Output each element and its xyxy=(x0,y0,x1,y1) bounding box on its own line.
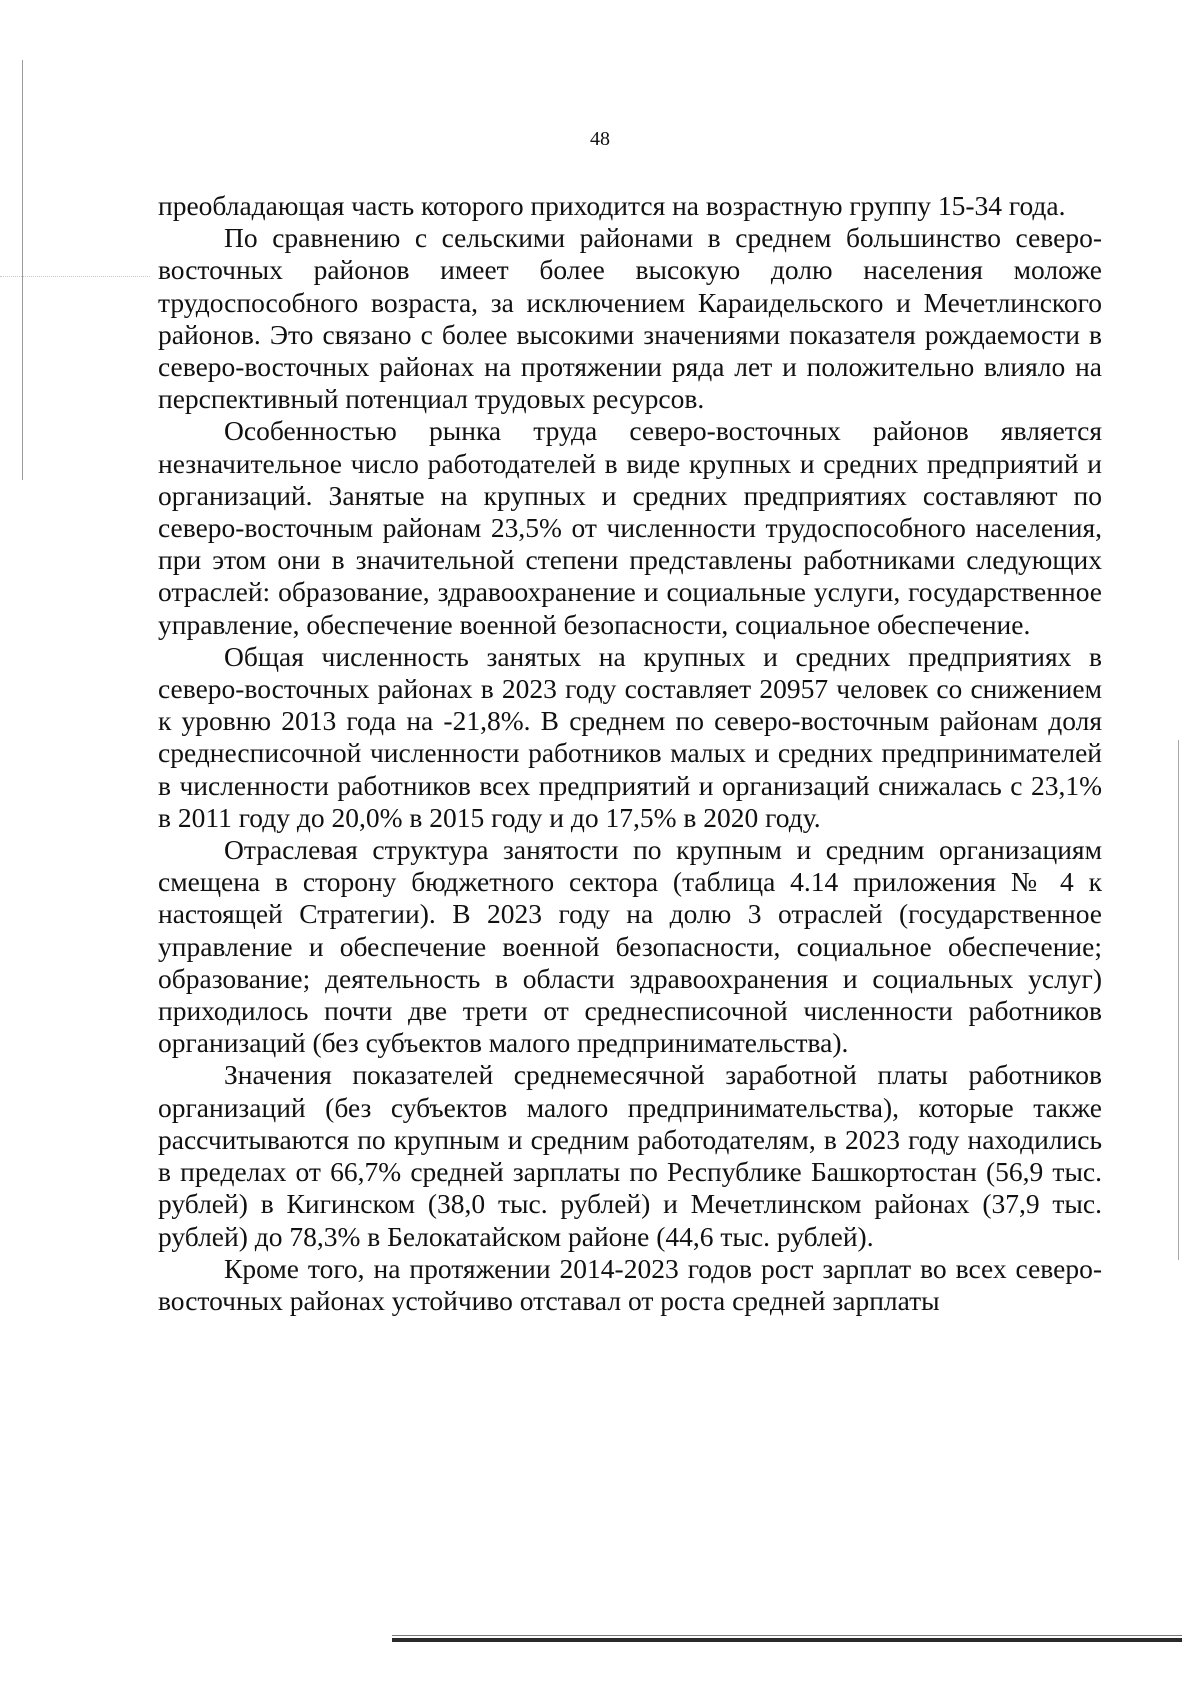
bottom-rule xyxy=(392,1638,1182,1642)
paragraph-5: Отраслевая структура занятости по крупным и средним организациям смещена в сторону бюджетного сектора (таблица 4.14 приложения № 4 к настоящей Стратегии). В 2023 году на долю 3 отраслей (государственное управление и обеспечение военной безопасности, социальное обеспечение; образование; деятельность в области здравоохранения и социальных услуг) приходилось почти две трети от среднесписочной численности работников организаций (без субъектов малого предпринимательства). xyxy=(158,834,1102,1059)
paragraph-1: преобладающая часть которого приходится на возрастную группу 15-34 года. xyxy=(158,190,1066,221)
paragraph-7: Кроме того, на протяжении 2014-2023 годов рост зарплат во всех северо-восточных районах устойчиво отставал от роста средней зарплаты xyxy=(158,1252,1102,1316)
page-number: 48 xyxy=(590,128,610,150)
scan-artifact-right-edge xyxy=(1178,740,1179,1260)
paragraph-4: Общая численность занятых на крупных и средних предприятиях в северо-восточных районах в 2023 году составляет 20957 человек со снижением к уровню 2013 года на -21,8%. В среднем по северо-восточным районам доля среднесписочной численности работников малых и средних предпринимателей в численности работников всех предприятий и организаций снижалась с 23,1% в 2011 году до 20,0% в 2015 году и до 17,5% в 2020 году. xyxy=(158,640,1102,833)
bottom-rule-thin xyxy=(392,1635,1182,1636)
paragraph-6: Значения показателей среднемесячной заработной платы работников организаций (без субъектов малого предпринимательства), которые также рассчитываются по крупным и средним работодателям, в 2023 году находились в пределах от 66,7% средней зарплаты по Республике Башкортостан (56,9 тыс. рублей) в Кигинском (38,0 тыс. рублей) и Мечетлинском районах (37,9 тыс. рублей) до 78,3% в Белокатайском районе (44,6 тыс. рублей). xyxy=(158,1059,1102,1252)
body-text xyxy=(158,190,1102,1317)
paragraph-3: Особенностью рынка труда северо-восточных районов является незначительное число работодателей в виде крупных и средних предприятий и организаций. Занятые на крупных и средних предприятиях составляют по северо-восточным районам 23,5% от численности трудоспособного населения, при этом они в значительной степени представлены работниками следующих отраслей: образование, здравоохранение и социальные услуги, государственное управление, обеспечение военной безопасности, социальное обеспечение. xyxy=(158,415,1102,640)
paragraph-2: По сравнению с сельскими районами в среднем большинство северо-восточных районов имеет более высокую долю населения моложе трудоспособного возраста, за исключением Караидельского и Мечетлинского районов. Это связано с более высокими значениями показателя рождаемости в северо-восточных районах на протяжении ряда лет и положительно влияло на перспективный потенциал трудовых ресурсов. xyxy=(158,222,1102,415)
scan-artifact-left-edge xyxy=(22,60,23,480)
scan-artifact-dots xyxy=(0,276,150,278)
